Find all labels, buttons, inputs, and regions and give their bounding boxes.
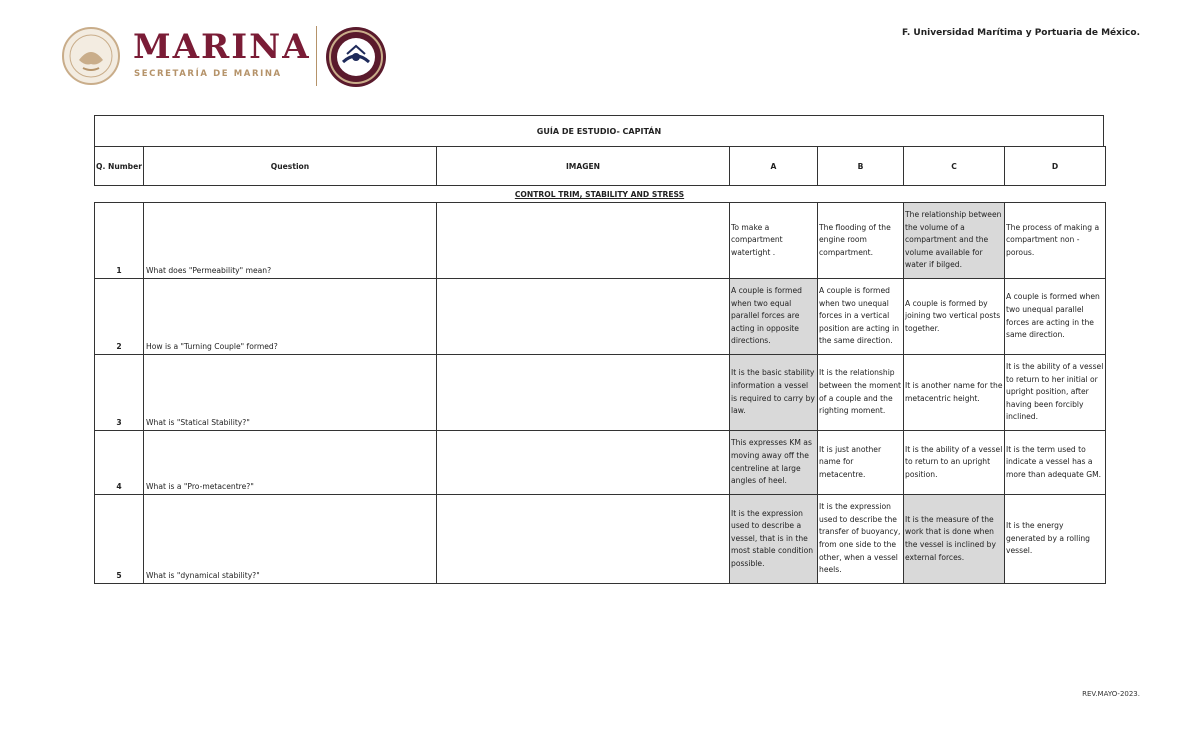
section-heading: CONTROL TRIM, STABILITY AND STRESS	[514, 190, 685, 199]
answer-d: The process of making a compartment non - porous.	[1005, 203, 1106, 279]
answer-b: It is the expression used to describe the transfer of buoyancy, from one side to the other, when a vessel heels.	[818, 495, 904, 584]
brand-divider	[316, 26, 317, 86]
document-title	[94, 115, 1104, 146]
image-cell	[437, 279, 730, 355]
question-text: What does "Permeability" mean?	[144, 203, 437, 279]
col-header-imagen: IMAGEN	[437, 147, 730, 186]
answer-a-correct: A couple is formed when two equal parallel forces are acting in opposite directions.	[730, 279, 818, 355]
institution-name: F. Universidad Marítima y Portuaria de México.	[902, 28, 1140, 38]
question-number: 5	[95, 495, 144, 584]
image-cell	[437, 203, 730, 279]
questions-table	[94, 202, 1106, 584]
document-title-text: GUÍA DE ESTUDIO- CAPITÁN	[536, 126, 662, 136]
question-text: What is "dynamical stability?"	[144, 495, 437, 584]
brand-subtitle: SECRETARÍA DE MARINA	[134, 69, 282, 79]
col-header-a: A	[730, 147, 818, 186]
answer-b: A couple is formed when two unequal forces in a vertical position are acting in the same direction.	[818, 279, 904, 355]
image-cell	[437, 495, 730, 584]
answer-c-correct: It is the measure of the work that is done when the vessel is inclined by external forces.	[904, 495, 1005, 584]
answer-d: A couple is formed when two unequal parallel forces are acting in the same direction.	[1005, 279, 1106, 355]
question-text: What is "Statical Stability?"	[144, 355, 437, 431]
question-number: 2	[95, 279, 144, 355]
table-row	[95, 431, 1106, 495]
answer-d: It is the term used to indicate a vessel has a more than adequate GM.	[1005, 431, 1106, 495]
answer-b: It is the relationship between the moment of a couple and the righting moment.	[818, 355, 904, 431]
question-text: How is a "Turning Couple" formed?	[144, 279, 437, 355]
col-header-question: Question	[144, 147, 437, 186]
table-row	[95, 355, 1106, 431]
question-text: What is a "Pro-metacentre?"	[144, 431, 437, 495]
question-number: 3	[95, 355, 144, 431]
col-header-c: C	[904, 147, 1005, 186]
question-number: 4	[95, 431, 144, 495]
answer-c: It is another name for the metacentric height.	[904, 355, 1005, 431]
table-row	[95, 279, 1106, 355]
question-number: 1	[95, 203, 144, 279]
column-header-row	[95, 147, 1106, 186]
answer-a-correct: It is the expression used to describe a vessel, that is in the most stable condition possible.	[730, 495, 818, 584]
mexico-coat-of-arms-seal-icon	[57, 26, 125, 86]
answer-d: It is the energy generated by a rolling vessel.	[1005, 495, 1106, 584]
revision-label: REV.MAYO-2023.	[1082, 690, 1140, 698]
col-header-qnumber: Q. Number	[95, 147, 144, 186]
col-header-d: D	[1005, 147, 1106, 186]
university-emblem-icon	[323, 26, 389, 88]
column-header-table	[94, 146, 1106, 186]
brand-title: MARINA	[133, 27, 311, 67]
answer-b: It is just another name for metacentre.	[818, 431, 904, 495]
answer-a: To make a compartment watertight .	[730, 203, 818, 279]
image-cell	[437, 355, 730, 431]
image-cell	[437, 431, 730, 495]
answer-b: The flooding of the engine room compartment.	[818, 203, 904, 279]
answer-c: It is the ability of a vessel to return to an upright position.	[904, 431, 1005, 495]
answer-a-correct: It is the basic stability information a vessel is required to carry by law.	[730, 355, 818, 431]
col-header-b: B	[818, 147, 904, 186]
answer-c-correct: The relationship between the volume of a compartment and the volume available for water if bilged.	[904, 203, 1005, 279]
answer-d: It is the ability of a vessel to return to her initial or upright position, after having been forcibly inclined.	[1005, 355, 1106, 431]
table-row	[95, 495, 1106, 584]
table-row	[95, 203, 1106, 279]
answer-a-correct: This expresses KM as moving away off the centreline at large angles of heel.	[730, 431, 818, 495]
answer-c: A couple is formed by joining two vertical posts together.	[904, 279, 1005, 355]
